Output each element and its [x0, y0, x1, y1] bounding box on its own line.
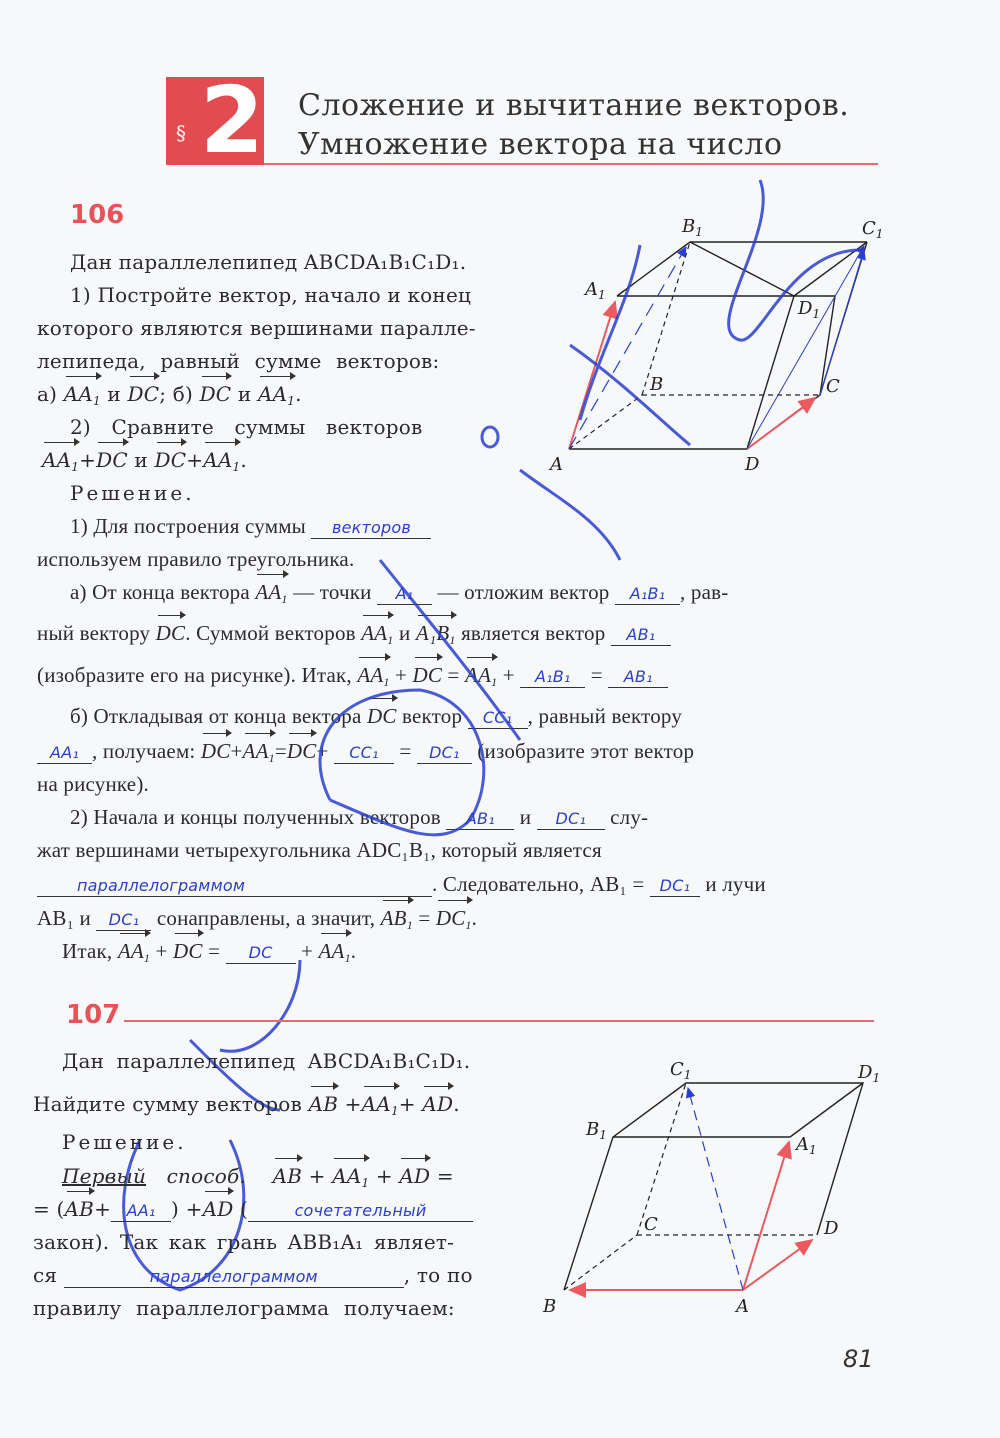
vector-a1b1: $A_1B_1$ [416, 617, 456, 657]
task-106-s2-line1: 2) Начала и концы полученных векторов AB₁ и DC₁ слу- [70, 805, 649, 829]
vector-dc: DC [128, 378, 160, 411]
task-106-p1-line3: лепипеда, равный сумме векторов: [37, 349, 440, 373]
fill-blank[interactable]: CC₁ [468, 708, 528, 729]
page-number: 81 [843, 1345, 874, 1373]
fill-blank[interactable]: DC₁ [537, 809, 605, 830]
conj: и [134, 448, 148, 472]
fill-blank[interactable]: AB₁ [608, 667, 668, 688]
task-106-s1-line2: используем правило треугольника. [37, 547, 355, 571]
task-106-solution-label: Решение. [70, 481, 195, 505]
fill-blank[interactable]: DC₁ [96, 910, 151, 931]
fill-blank[interactable]: AA₁ [37, 743, 92, 764]
vector-dc: DC [96, 444, 128, 477]
svg-text:C: C [644, 1214, 658, 1235]
fill-blank[interactable]: CC₁ [334, 743, 394, 764]
task-107-divider [124, 1020, 874, 1022]
task-107-number: 107 [66, 1000, 121, 1030]
label-a: а) [37, 382, 58, 406]
fill-blank[interactable]: AA₁ [111, 1201, 171, 1222]
svg-text:A: A [736, 1296, 749, 1317]
task-106-sa-line3: (изобразите его на рисунке). Итак, $AA_1$ + DC = $AA_1 + A_1B_1 = AB_1$ [37, 659, 668, 699]
fill-blank[interactable]: A₁B₁ [615, 584, 680, 605]
task-106-sb-line2: AA₁ , получаем: $DC+AA_1=DC+ CC_1 = DC_1$ (изобразите этот вектор [37, 735, 694, 775]
svg-text:C1: $C_1$ [670, 1059, 692, 1082]
svg-text:D1: $D_1$ [798, 298, 821, 321]
header-divider [264, 163, 878, 165]
vector-dc: DC [155, 444, 187, 477]
vector-aa1: $AA_1$ [258, 378, 295, 418]
svg-text:B1: $B_1$ [682, 216, 703, 239]
fill-blank[interactable]: DC₁ [417, 743, 472, 764]
vector-aa1: $AA_1$ [361, 617, 393, 657]
task-107-m1-line2: = (AB+ AA₁ ) +AD ( сочетательный [33, 1193, 473, 1226]
svg-text:D1: $D_1$ [858, 1062, 881, 1085]
label-b: ; б) [159, 382, 193, 406]
fill-blank[interactable]: векторов [311, 518, 431, 539]
task-106-p2-line1: 2) Сравните суммы векторов [70, 415, 423, 439]
task-106-p2-vectors: $AA_1+DC$ и $DC+AA_1$. [42, 444, 247, 484]
svg-text:D: D [824, 1218, 839, 1239]
task-106-itak: Итак, $AA_1$ + DC = DC + $AA_1$. [62, 935, 356, 975]
task-107-find: Найдите сумму векторов AB $+AA_1+$ AD. [33, 1088, 460, 1128]
vector-aa1: $AA_1$ [42, 444, 79, 484]
task-106-sb-line1: б) Откладывая от конца вектора DC вектор CC₁ , равный вектору [70, 700, 682, 733]
fill-blank[interactable]: AB₁ [611, 625, 671, 646]
svg-text:B: B [543, 1296, 557, 1317]
vector-dc: DC [156, 617, 186, 650]
section-title-line2: Умножение вектора на число [298, 127, 783, 162]
task-106-sb-line3: на рисунке). [37, 772, 149, 796]
task-107-m1-line5: правилу параллелограмма получаем: [33, 1296, 455, 1320]
task-106-s2-line2: жат вершинами четырехугольника ADC₁B₁, который является [37, 838, 602, 862]
section-badge [166, 67, 265, 174]
task-106-p1-line2: которого являются вершинами паралле- [37, 316, 476, 340]
task-106-s1: 1) Для построения суммы векторов [70, 510, 431, 543]
task-106-s2-line4: AB₁ и DC₁ сонаправлены, а значит, $AB_1 = DC_1$. [37, 902, 477, 942]
vector-aa1: $AA_1$ [255, 576, 287, 616]
svg-text:A1: $A_1$ [796, 1134, 817, 1157]
svg-text:C1: $C_1$ [862, 218, 884, 241]
task-107-m1-line1: Первый способ. AB + $AA_1$ + AD = [62, 1160, 454, 1200]
task-106-p1-vectors: а) $AA_1$ и DC; б) DC и $AA_1$. [37, 378, 302, 418]
fill-blank[interactable]: DC₁ [650, 876, 700, 897]
svg-text:D: D [745, 454, 760, 475]
svg-text:B: B [650, 374, 664, 395]
conj: и [237, 382, 252, 406]
vector-aa1: $AA_1$ [64, 378, 101, 418]
task-106-p1-line1: 1) Постройте вектор, начало и конец [70, 283, 472, 307]
task-107-m1-line4: ся параллелограммом , то по [33, 1263, 473, 1287]
fill-blank[interactable]: параллелограммом [64, 1267, 404, 1288]
figure-106-parallelepiped [540, 200, 900, 490]
section-symbol: § [176, 121, 186, 145]
svg-text:A: A [550, 454, 563, 475]
vector-dc: DC [200, 378, 232, 411]
svg-text:C: C [826, 376, 840, 397]
figure-107-parallelepiped [540, 1050, 900, 1320]
task-106-s2-line3: параллелограммом . Следовательно, AB₁ = DC₁ и лучи [37, 868, 766, 901]
task-106-sa-line1: а) От конца вектора $AA_1$ — точки A₁ — отложим вектор A₁B₁ , рав- [70, 576, 728, 616]
task-106-sa-line2: ный вектору DC. Суммой векторов $AA_1$ и $A_1B_1$ является вектор AB₁ [37, 617, 671, 657]
fill-blank[interactable]: параллелограммом [37, 876, 432, 897]
task-107-given: Дан параллелепипед ABCDA₁B₁C₁D₁. [62, 1049, 471, 1073]
svg-text:A1: $A_1$ [585, 279, 606, 302]
fill-blank[interactable]: A₁ [377, 584, 432, 605]
conj: и [107, 382, 121, 406]
svg-text:B1: $B_1$ [586, 1119, 607, 1142]
task-107-m1-line3: закон). Так как грань ABB₁A₁ являет- [33, 1230, 455, 1254]
task-106-number: 106 [70, 200, 125, 230]
vector-aa1: $AA_1$ [203, 444, 240, 484]
fill-blank[interactable]: сочетательный [248, 1201, 473, 1222]
task-106-given: Дан параллелепипед ABCDA₁B₁C₁D₁. [70, 250, 467, 274]
task-107-solution-label: Решение. [62, 1130, 187, 1154]
fill-blank[interactable]: DC [226, 943, 296, 964]
fill-blank[interactable]: AB₁ [446, 809, 514, 830]
section-number: 2 [200, 67, 265, 174]
fill-blank[interactable]: A₁B₁ [520, 667, 585, 688]
section-title-line1: Сложение и вычитание векторов. [298, 88, 850, 123]
